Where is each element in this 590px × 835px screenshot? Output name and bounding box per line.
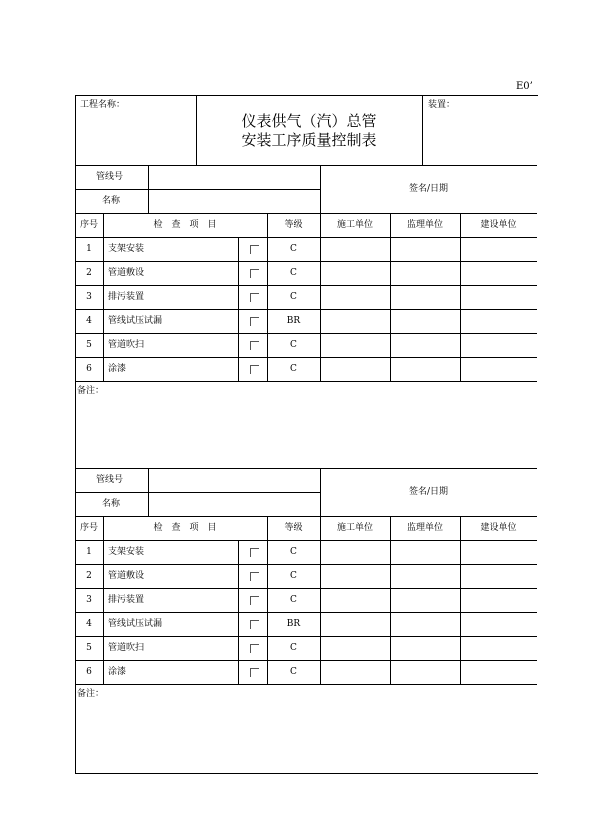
- supervision-sign-cell[interactable]: [391, 613, 459, 635]
- supervision-sign-cell[interactable]: [391, 262, 459, 284]
- project-name-label: 工程名称：: [80, 100, 126, 110]
- owner-sign-cell[interactable]: [461, 613, 536, 635]
- pipeline-no-label: 管线号: [96, 172, 124, 182]
- row-number: 3: [86, 292, 92, 302]
- grade-value: C: [290, 292, 297, 302]
- supervision-sign-cell[interactable]: [391, 589, 459, 611]
- supervision-sign-cell[interactable]: [391, 286, 459, 308]
- check-checkbox[interactable]: [250, 548, 259, 557]
- pipeline-divider: [75, 492, 320, 493]
- supervision-unit-header: 监理单位: [406, 523, 443, 533]
- check-item-name: 管道敷设: [108, 571, 145, 581]
- pipeline-no-label: 管线号: [96, 475, 124, 485]
- form-title-line2: 安装工序质量控制表: [241, 131, 377, 149]
- check-checkbox[interactable]: [250, 572, 259, 581]
- row-number: 1: [86, 547, 92, 557]
- construction-sign-cell[interactable]: [321, 613, 389, 635]
- construction-sign-cell[interactable]: [321, 334, 389, 356]
- document-code: E0’: [516, 81, 533, 92]
- supervision-sign-cell[interactable]: [391, 565, 459, 587]
- seq-header: 序号: [79, 220, 98, 230]
- header-vline-1: [196, 95, 197, 165]
- row-number: 5: [86, 340, 92, 350]
- owner-sign-cell[interactable]: [461, 310, 536, 332]
- grade-value: C: [290, 364, 297, 374]
- construction-sign-cell[interactable]: [321, 262, 389, 284]
- row-number: 2: [86, 571, 92, 581]
- check-checkbox[interactable]: [250, 245, 259, 254]
- check-item-name: 支架安装: [108, 547, 145, 557]
- construction-sign-cell[interactable]: [321, 310, 389, 332]
- check-checkbox[interactable]: [250, 644, 259, 653]
- owner-unit-header: 建设单位: [480, 220, 517, 230]
- grade-value: C: [290, 268, 297, 278]
- construction-unit-header: 施工单位: [336, 220, 373, 230]
- supervision-sign-cell[interactable]: [391, 637, 459, 659]
- check-checkbox[interactable]: [250, 269, 259, 278]
- owner-sign-cell[interactable]: [461, 334, 536, 356]
- check-checkbox[interactable]: [250, 365, 259, 374]
- check-checkbox[interactable]: [250, 293, 259, 302]
- grade-value: C: [290, 595, 297, 605]
- row-number: 4: [86, 316, 92, 326]
- owner-sign-cell[interactable]: [461, 358, 536, 380]
- row-number: 6: [86, 364, 92, 374]
- owner-sign-cell[interactable]: [461, 541, 536, 563]
- check-item-name: 管道吹扫: [108, 340, 145, 350]
- grade-value: BR: [286, 316, 301, 326]
- check-item-name: 管线试压试漏: [108, 619, 163, 629]
- grade-value: C: [290, 340, 297, 350]
- owner-sign-cell[interactable]: [461, 637, 536, 659]
- owner-sign-cell[interactable]: [461, 262, 536, 284]
- supervision-sign-cell[interactable]: [391, 310, 459, 332]
- check-checkbox[interactable]: [250, 317, 259, 326]
- supervision-sign-cell[interactable]: [391, 541, 459, 563]
- supervision-unit-header: 监理单位: [406, 220, 443, 230]
- check-item-name: 管道敷设: [108, 268, 145, 278]
- owner-sign-cell[interactable]: [461, 661, 536, 683]
- pipeline-label-divider: [148, 468, 149, 516]
- supervision-sign-cell[interactable]: [391, 334, 459, 356]
- check-checkbox[interactable]: [250, 620, 259, 629]
- check-item-name: 排污装置: [108, 292, 145, 302]
- seq-col-line: [103, 213, 104, 381]
- row-number: 2: [86, 268, 92, 278]
- form-title-line1: 仪表供气（汽）总管: [241, 112, 377, 130]
- name-label: 名称: [102, 499, 121, 509]
- header-row-top: [75, 516, 537, 517]
- remarks-label: 备注：: [77, 386, 105, 396]
- header-vline-2: [422, 95, 423, 165]
- grade-value: C: [290, 244, 297, 254]
- construction-sign-cell[interactable]: [321, 238, 389, 260]
- name-label: 名称: [102, 196, 121, 206]
- seq-header: 序号: [79, 523, 98, 533]
- construction-sign-cell[interactable]: [321, 541, 389, 563]
- check-item-name: 排污装置: [108, 595, 145, 605]
- construction-sign-cell[interactable]: [321, 565, 389, 587]
- grade-value: BR: [286, 619, 301, 629]
- owner-sign-cell[interactable]: [461, 286, 536, 308]
- row-line: [75, 381, 537, 382]
- grade-value: C: [290, 643, 297, 653]
- check-item-name: 涂漆: [108, 364, 127, 374]
- signature-date-label: 签名/日期: [408, 184, 449, 194]
- construction-sign-cell[interactable]: [321, 661, 389, 683]
- pipeline-divider: [75, 189, 320, 190]
- construction-sign-cell[interactable]: [321, 637, 389, 659]
- row-line: [75, 684, 537, 685]
- owner-sign-cell[interactable]: [461, 589, 536, 611]
- device-label: 装置：: [428, 100, 456, 110]
- supervision-sign-cell[interactable]: [391, 661, 459, 683]
- row-number: 3: [86, 595, 92, 605]
- section-top-line: [75, 468, 537, 469]
- check-item-name: 支架安装: [108, 244, 145, 254]
- signature-date-label: 签名/日期: [408, 487, 449, 497]
- check-checkbox[interactable]: [250, 668, 259, 677]
- row-number: 5: [86, 643, 92, 653]
- supervision-sign-cell[interactable]: [391, 358, 459, 380]
- construction-unit-header: 施工单位: [336, 523, 373, 533]
- row-number: 4: [86, 619, 92, 629]
- checkbox-col-line: [238, 540, 239, 684]
- header-row-top: [75, 213, 537, 214]
- grade-value: C: [290, 547, 297, 557]
- grade-header: 等级: [284, 523, 303, 533]
- checkbox-col-line: [238, 237, 239, 381]
- check-item-name: 管线试压试漏: [108, 316, 163, 326]
- row-number: 1: [86, 244, 92, 254]
- owner-unit-header: 建设单位: [480, 523, 517, 533]
- owner-sign-cell[interactable]: [461, 238, 536, 260]
- check-items-header: 检 查 项 目: [153, 220, 217, 230]
- construction-sign-cell[interactable]: [321, 589, 389, 611]
- owner-sign-cell[interactable]: [461, 565, 536, 587]
- check-checkbox[interactable]: [250, 341, 259, 350]
- grade-header: 等级: [284, 220, 303, 230]
- pipeline-label-divider: [148, 165, 149, 213]
- seq-col-line: [103, 516, 104, 684]
- check-checkbox[interactable]: [250, 596, 259, 605]
- grade-value: C: [290, 571, 297, 581]
- construction-sign-cell[interactable]: [321, 286, 389, 308]
- grade-value: C: [290, 667, 297, 677]
- check-items-header: 检 查 项 目: [153, 523, 217, 533]
- check-item-name: 管道吹扫: [108, 643, 145, 653]
- check-item-name: 涂漆: [108, 667, 127, 677]
- header-divider: [75, 165, 537, 166]
- remarks-label: 备注：: [77, 689, 105, 699]
- supervision-sign-cell[interactable]: [391, 238, 459, 260]
- row-number: 6: [86, 667, 92, 677]
- construction-sign-cell[interactable]: [321, 358, 389, 380]
